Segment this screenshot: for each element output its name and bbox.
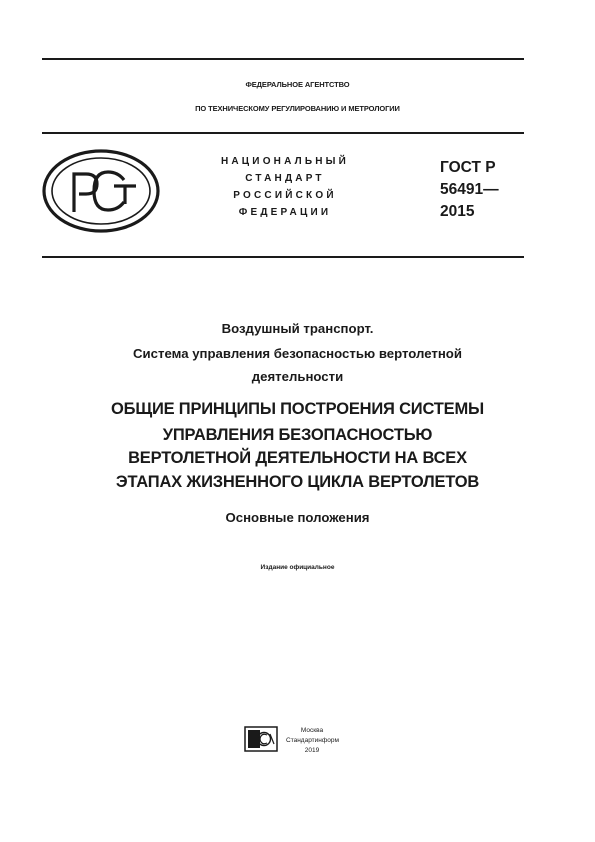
- header-rule-upper: [42, 132, 524, 134]
- main-title-line-4: ЭТАПАХ ЖИЗНЕННОГО ЦИКЛА ВЕРТОЛЕТОВ: [115, 473, 480, 491]
- national-standard-line-2: СТАНДАРТ: [245, 173, 325, 184]
- imprint-year: 2019: [304, 747, 320, 754]
- gost-r-emblem-logo: [40, 148, 162, 234]
- subtitle-line-2: Система управления безопасностью вертолетной: [133, 346, 462, 361]
- gost-designation-line-3: 2015: [440, 203, 475, 220]
- agency-line-2: ПО ТЕХНИЧЕСКОМУ РЕГУЛИРОВАНИЮ И МЕТРОЛОГИИ: [195, 104, 400, 113]
- main-title-line-2: УПРАВЛЕНИЯ БЕЗОПАСНОСТЬЮ: [162, 426, 433, 444]
- main-title-line-3: ВЕРТОЛЕТНОЙ ДЕЯТЕЛЬНОСТИ НА ВСЕХ: [128, 449, 467, 467]
- subtitle-line-3: деятельности: [251, 369, 344, 384]
- subtitle-line-1: Воздушный транспорт.: [221, 321, 374, 336]
- publisher-mark-logo: [244, 726, 278, 752]
- top-rule: [42, 58, 524, 60]
- gost-designation-line-2: 56491—: [440, 181, 499, 198]
- agency-line-1: ФЕДЕРАЛЬНОЕ АГЕНТСТВО: [245, 80, 350, 89]
- national-standard-line-3: РОССИЙСКОЙ: [233, 190, 337, 201]
- header-rule-lower: [42, 256, 524, 258]
- national-standard-line-1: НАЦИОНАЛЬНЫЙ: [220, 156, 350, 167]
- imprint-publisher: Стандартинформ: [286, 737, 339, 744]
- imprint-city: Москва: [300, 727, 324, 734]
- national-standard-line-4: ФЕДЕРАЦИИ: [238, 207, 332, 218]
- gost-designation-line-1: ГОСТ Р: [440, 159, 496, 176]
- basic-provisions: Основные положения: [225, 510, 370, 525]
- edition-note: Издание официальное: [260, 564, 335, 571]
- main-title-line-1: ОБЩИЕ ПРИНЦИПЫ ПОСТРОЕНИЯ СИСТЕМЫ: [111, 400, 484, 418]
